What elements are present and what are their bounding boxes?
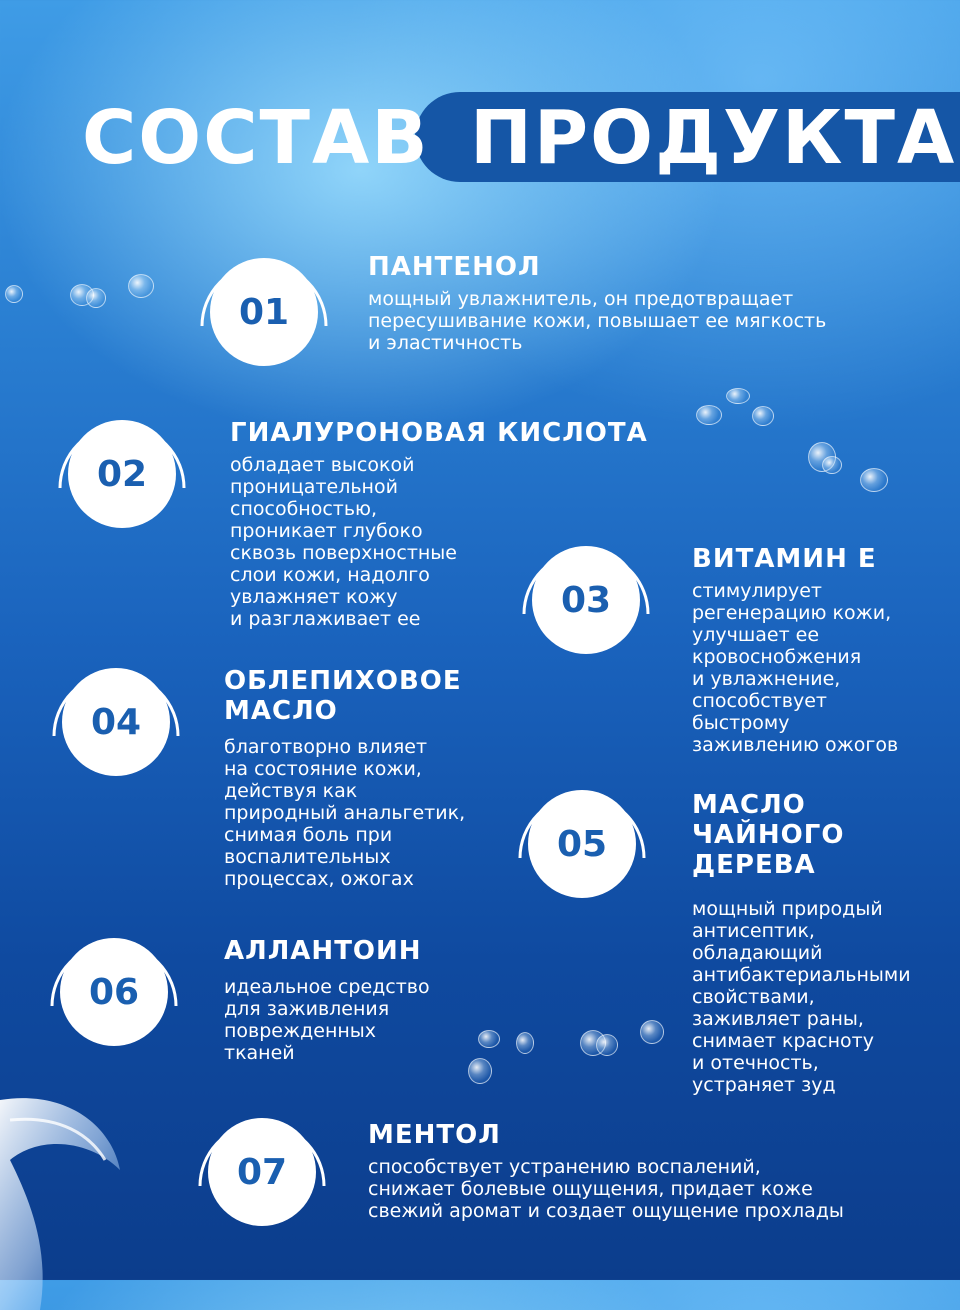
badge-06 — [44, 916, 184, 1066]
water-drop — [696, 405, 722, 425]
water-drop — [822, 456, 842, 474]
item-title-01: ПАНТЕНОЛ — [368, 252, 541, 282]
badge-07 — [192, 1096, 332, 1246]
item-text-01: мощный увлажнитель, он предотвращает пересушивание кожи, повышает ее мягкость и эластичность — [368, 288, 827, 354]
item-title-03: ВИТАМИН Е — [692, 544, 877, 574]
water-drop — [640, 1020, 664, 1044]
item-text-07: способствует устранению воспалений, снижает болевые ощущения, придает коже свежий аромат и создает ощущение прохлады — [368, 1156, 844, 1222]
water-drop — [596, 1034, 618, 1056]
number-01: 01 — [210, 258, 318, 366]
badge-04 — [46, 646, 186, 796]
water-drop — [128, 274, 154, 298]
water-drop — [752, 406, 774, 426]
item-title-04: ОБЛЕПИХОВОЕ МАСЛО — [224, 666, 462, 726]
badge-05 — [512, 768, 652, 918]
water-drop — [726, 388, 750, 404]
water-drop — [86, 288, 106, 308]
number-02: 02 — [68, 420, 176, 528]
item-text-03: стимулирует регенерацию кожи, улучшает ее кровоснобжения и увлажнение, способствует быстрому заживлению ожогов — [692, 580, 899, 756]
number-05: 05 — [528, 790, 636, 898]
item-text-04: благотворно влияет на состояние кожи, действуя как природный анальгетик, снимая боль при воспалительных процессах, ожогах — [224, 736, 466, 890]
badge-02 — [52, 398, 192, 548]
number-03: 03 — [532, 546, 640, 654]
title-left: СОСТАВ — [82, 95, 430, 181]
item-title-07: МЕНТОЛ — [368, 1120, 501, 1150]
water-splash — [0, 1080, 170, 1310]
title-right: ПРОДУКТА — [470, 95, 957, 181]
water-drop — [516, 1032, 534, 1054]
badge-01 — [194, 236, 334, 386]
item-title-05: МАСЛО ЧАЙНОГО ДЕРЕВА — [692, 790, 845, 880]
number-06: 06 — [60, 938, 168, 1046]
item-text-02: обладает высокой проницательной способностью, проникает глубоко сквозь поверхностные слои кожи, надолго увлажняет кожу и разглаживает ее — [230, 454, 457, 630]
item-text-05: мощный природый антисептик, обладающий антибактериальными свойствами, заживляет раны, снимает красноту и отечность, устраняет зуд — [692, 898, 911, 1096]
badge-03 — [516, 524, 656, 674]
item-title-06: АЛЛАНТОИН — [224, 936, 422, 966]
number-04: 04 — [62, 668, 170, 776]
water-drop — [860, 468, 888, 492]
item-text-06: идеальное средство для заживления поврежденных тканей — [224, 976, 430, 1064]
number-07: 07 — [208, 1118, 316, 1226]
water-drop — [5, 285, 23, 303]
item-title-02: ГИАЛУРОНОВАЯ КИСЛОТА — [230, 418, 648, 448]
water-drop — [478, 1030, 500, 1048]
water-drop — [468, 1058, 492, 1084]
